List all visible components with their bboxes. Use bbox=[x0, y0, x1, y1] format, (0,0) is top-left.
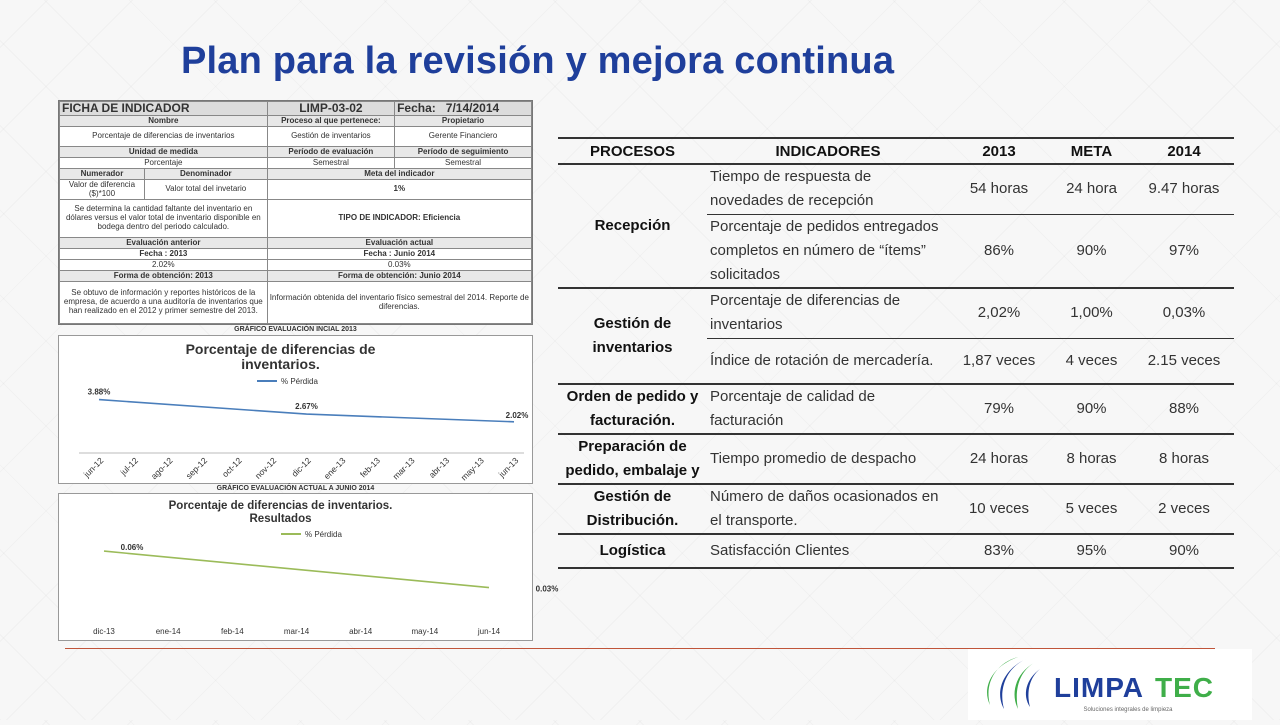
chart-title-line: Resultados bbox=[249, 513, 312, 525]
unidad-value: Porcentaje bbox=[60, 158, 268, 169]
proceso-label: Proceso al que pertenece: bbox=[267, 116, 394, 127]
value-2013-cell: 83% bbox=[949, 534, 1049, 568]
process-cell: Gestión de Distribución. bbox=[558, 484, 707, 534]
forma-anterior-label: Forma de obtención: 2013 bbox=[60, 270, 268, 281]
indicator-cell: Porcentaje de pedidos entregados completos en número de “ítems” solicitados bbox=[707, 214, 949, 288]
value-2014-cell: 88% bbox=[1134, 384, 1234, 434]
indicator-cell: Satisfacción Clientes bbox=[707, 534, 949, 568]
chart1-caption: GRÁFICO EVALUACIÓN INCIAL 2013 bbox=[234, 326, 357, 333]
value-2013-cell: 54 horas bbox=[949, 164, 1049, 214]
data-label: 2.02% bbox=[505, 410, 529, 420]
meta-cell: 90% bbox=[1049, 384, 1134, 434]
table-row bbox=[558, 164, 1234, 214]
value-2013-cell: 79% bbox=[949, 384, 1049, 434]
data-label: 3.88% bbox=[87, 387, 111, 397]
series-line bbox=[104, 551, 489, 588]
header-2014: 2014 bbox=[1134, 138, 1234, 164]
data-label: 0.06% bbox=[120, 543, 144, 553]
forma-anterior: Se obtuvo de información y reportes históricos de la empresa, de acuerdo a una auditoría de inventarios que han realizado en el 2012 y primer semestre del 2013. bbox=[60, 282, 268, 324]
data-label: 0.03% bbox=[535, 584, 559, 594]
svg-text:TEC: TEC bbox=[1155, 672, 1214, 703]
value-2014-cell: 8 horas bbox=[1134, 434, 1234, 484]
value-2014-cell: 2.15 veces bbox=[1134, 338, 1234, 384]
propietario-label: Propietario bbox=[395, 116, 532, 127]
meta-label: Meta del indicador bbox=[267, 169, 531, 180]
x-tick-label: may-13 bbox=[458, 455, 486, 483]
header-2013: 2013 bbox=[949, 138, 1049, 164]
header-indicadores: INDICADORES bbox=[707, 138, 949, 164]
value-2013-cell: 2,02% bbox=[949, 288, 1049, 338]
x-tick-label: feb-14 bbox=[220, 627, 244, 636]
indicator-cell: Porcentaje de diferencias de inventarios bbox=[707, 288, 949, 338]
x-tick-label: abr-14 bbox=[349, 627, 373, 636]
value-2014-cell: 90% bbox=[1134, 534, 1234, 568]
periodo-eval-label: Período de evaluación bbox=[267, 147, 394, 158]
nombre-label: Nombre bbox=[60, 116, 268, 127]
x-tick-label: ene-14 bbox=[155, 627, 181, 636]
sheet-code: LIMP-03-02 bbox=[267, 102, 394, 116]
meta-cell: 5 veces bbox=[1049, 484, 1134, 534]
indicator-cell: Tiempo promedio de despacho bbox=[707, 434, 949, 484]
table-row bbox=[558, 434, 1234, 484]
chart2-caption: GRÁFICO EVALUACIÓN ACTUAL A JUNIO 2014 bbox=[216, 485, 375, 492]
eval-anterior-label: Evaluación anterior bbox=[60, 238, 268, 249]
x-tick-label: ene-13 bbox=[321, 455, 348, 482]
meta-cell: 4 veces bbox=[1049, 338, 1134, 384]
x-tick-label: dic-13 bbox=[93, 627, 115, 636]
process-cell: Orden de pedido y facturación. bbox=[558, 384, 707, 434]
x-tick-label: jun-12 bbox=[81, 455, 106, 480]
unidad-label: Unidad de medida bbox=[60, 147, 268, 158]
fecha-actual: Fecha : Junio 2014 bbox=[267, 249, 531, 260]
meta-value: 1% bbox=[267, 180, 531, 200]
value-2014-cell: 0,03% bbox=[1134, 288, 1234, 338]
indicator-cell: Porcentaje de calidad de facturación bbox=[707, 384, 949, 434]
svg-text:Soluciones integrales de limpi: Soluciones integrales de limpieza bbox=[1083, 707, 1173, 713]
meta-cell: 24 hora bbox=[1049, 164, 1134, 214]
value-2013-cell: 1,87 veces bbox=[949, 338, 1049, 384]
meta-cell: 90% bbox=[1049, 214, 1134, 288]
chart-title-line: Porcentaje de diferencias de inventarios. bbox=[168, 500, 393, 512]
table-row bbox=[558, 288, 1234, 338]
propietario-value: Gerente Financiero bbox=[395, 127, 532, 147]
sheet-date: Fecha: 7/14/2014 bbox=[395, 102, 532, 116]
denominador-value: Valor total del invetario bbox=[144, 180, 267, 200]
x-tick-label: jul-12 bbox=[118, 455, 140, 478]
indicator-cell: Índice de rotación de mercadería. bbox=[707, 338, 949, 384]
process-cell: Preparación de pedido, embalaje y bbox=[558, 434, 707, 484]
logo-swoosh-icon bbox=[987, 657, 1040, 709]
fecha-anterior: Fecha : 2013 bbox=[60, 249, 268, 260]
meta-cell: 95% bbox=[1049, 534, 1134, 568]
value-2013-cell: 24 horas bbox=[949, 434, 1049, 484]
meta-cell: 8 horas bbox=[1049, 434, 1134, 484]
table-row bbox=[558, 384, 1234, 434]
svg-text:LIMPA: LIMPA bbox=[1054, 672, 1145, 703]
tipo-indicador: TIPO DE INDICADOR: Eficiencia bbox=[267, 200, 531, 238]
indicator-cell: Tiempo de respuesta de novedades de recepción bbox=[707, 164, 949, 214]
indicator-sheet bbox=[58, 100, 533, 325]
x-tick-label: sep-12 bbox=[183, 455, 210, 481]
indicators-table bbox=[558, 137, 1234, 569]
process-cell: Gestión de inventarios bbox=[558, 288, 707, 384]
meta-cell: 1,00% bbox=[1049, 288, 1134, 338]
x-tick-label: mar-13 bbox=[390, 455, 417, 482]
periodo-seg-label: Período de seguimiento bbox=[395, 147, 532, 158]
periodo-seg-value: Semestral bbox=[395, 158, 532, 169]
page-title: Plan para la revisión y mejora continua bbox=[181, 40, 895, 82]
indicator-cell: Número de daños ocasionados en el transporte. bbox=[707, 484, 949, 534]
limpatec-logo bbox=[968, 649, 1252, 720]
nombre-value: Porcentaje de diferencias de inventarios bbox=[60, 127, 268, 147]
chart-title-line: Porcentaje de diferencias de bbox=[185, 341, 376, 357]
chart-title-line: inventarios. bbox=[241, 356, 320, 372]
x-tick-label: nov-12 bbox=[252, 455, 279, 481]
proceso-value: Gestión de inventarios bbox=[267, 127, 394, 147]
forma-actual: Información obtenida del inventario físico semestral del 2014. Reporte de diferencias. bbox=[267, 282, 531, 324]
header-procesos: PROCESOS bbox=[558, 138, 707, 164]
numerador-value: Valor de diferencia ($)*100 bbox=[60, 180, 145, 200]
x-tick-label: jun-13 bbox=[496, 455, 521, 480]
x-tick-label: oct-12 bbox=[219, 455, 244, 480]
sheet-title: FICHA DE INDICADOR bbox=[60, 102, 268, 116]
data-label: 2.67% bbox=[295, 402, 318, 412]
denominador-label: Denominador bbox=[144, 169, 267, 180]
eval-actual-label: Evaluación actual bbox=[267, 238, 531, 249]
forma-actual-label: Forma de obtención: Junio 2014 bbox=[267, 270, 531, 281]
legend-label: % Pérdida bbox=[281, 377, 318, 386]
legend-label: % Pérdida bbox=[305, 530, 342, 539]
value-2013-cell: 10 veces bbox=[949, 484, 1049, 534]
x-tick-label: feb-13 bbox=[357, 455, 383, 480]
x-tick-label: jun-14 bbox=[477, 627, 501, 636]
value-2014-cell: 9.47 horas bbox=[1134, 164, 1234, 214]
table-row bbox=[558, 534, 1234, 568]
value-2014-cell: 2 veces bbox=[1134, 484, 1234, 534]
table-header bbox=[558, 138, 1234, 164]
x-tick-label: dic-12 bbox=[289, 455, 313, 479]
value-2013-cell: 86% bbox=[949, 214, 1049, 288]
header-meta: META bbox=[1049, 138, 1134, 164]
descripcion: Se determina la cantidad faltante del inventario en dólares versus el valor total de inventario disponible en bodega dentro del periodo calculado. bbox=[60, 200, 268, 238]
periodo-eval-value: Semestral bbox=[267, 158, 394, 169]
process-cell: Logística bbox=[558, 534, 707, 568]
x-tick-label: ago-12 bbox=[148, 455, 175, 482]
numerador-label: Numerador bbox=[60, 169, 145, 180]
table-row bbox=[558, 484, 1234, 534]
value-2014-cell: 97% bbox=[1134, 214, 1234, 288]
chart-current-2014 bbox=[58, 493, 559, 641]
valor-actual: 0.03% bbox=[267, 260, 531, 271]
x-tick-label: mar-14 bbox=[283, 627, 310, 636]
x-tick-label: abr-13 bbox=[426, 455, 452, 480]
valor-anterior: 2.02% bbox=[60, 260, 268, 271]
process-cell: Recepción bbox=[558, 164, 707, 288]
chart-initial-2013 bbox=[58, 335, 533, 484]
x-tick-label: may-14 bbox=[411, 627, 439, 636]
